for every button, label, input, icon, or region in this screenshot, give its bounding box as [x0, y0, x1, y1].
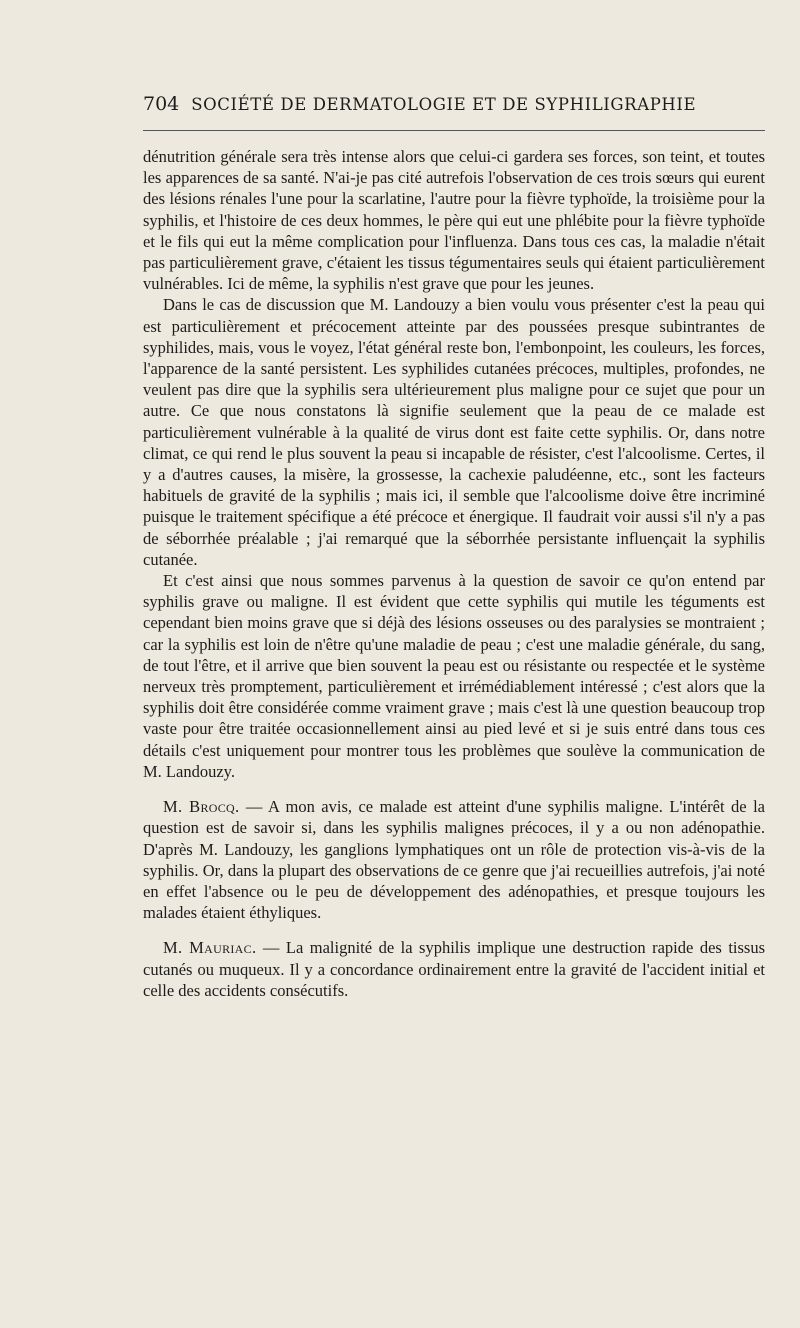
speaker-name: M. Mauriac.	[163, 938, 257, 958]
running-header	[143, 93, 765, 115]
speaker-name: M. Brocq.	[163, 797, 240, 817]
paragraph-continuation: dénutrition générale sera très intense alors que celui-ci gardera ses forces, son teint, et toutes les apparences de sa santé. N'ai-je pas cité autrefois l'observation de ces trois sœurs qui eurent des lésions rénales l'une pour la scarlatine, l'autre pour la fièvre typhoïde, la troisième pour la syphilis, et l'histoire de ces deux hommes, le père qui eut une phlébite pour la fièvre typhoïde et le fils qui eut la même complication pour l'influenza. Dans tous ces cas, la maladie n'était pas particulièrement grave, c'étaient les tissus tégumentaires seuls qui étaient particulièrement vulnérables. Ici de même, la syphilis n'est grave que pour les jeunes.	[143, 147, 765, 294]
running-title: SOCIÉTÉ DE DERMATOLOGIE ET DE SYPHILIGRAPHIE	[191, 95, 697, 114]
speaker-remarks: — La malignité de la syphilis implique une destruction rapide des tissus cutanés ou muqueux. Il y a concordance ordinairement entre la gravité de l'accident initial et celle des accidents consécutifs.	[143, 938, 765, 1000]
speaker-remarks: — A mon avis, ce malade est atteint d'une syphilis maligne. L'intérêt de la question est de savoir si, dans les syphilis malignes précoces, il y a ou non adénopathie. D'après M. Landouzy, les ganglions lymphatiques ont un rôle de protection vis-à-vis de la syphilis. Or, dans la plupart des observations de ce genre que j'ai recueillies autrefois, j'ai noté en effet l'absence ou le peu de développement des adénopathies, et presque toujours les malades étaient éthyliques.	[143, 797, 766, 923]
paragraph-landouzy-case: Dans le cas de discussion que M. Landouzy a bien voulu vous présenter c'est la peau qui est particulièrement et précocement atteinte par des poussées presque subintrantes de syphilides, mais, vous le voyez, l'état général reste bon, l'embonpoint, les couleurs, les forces, l'apparence de la santé persistent. Les syphilides cutanées précoces, multiples, profondes, ne veulent pas dire que la syphilis sera ultérieurement plus maligne pour ce sujet que pour un autre. Ce que nous constatons là signifie seulement que la peau de ce malade est particulièrement vulnérable à la qualité de virus dont est faite cette syphilis. Or, dans notre climat, ce qui rend le plus souvent la peau si incapable de résister, c'est l'alcoolisme. Certes, il y a d'autres causes, la misère, la grossesse, la cachexie paludéenne, etc., sont les facteurs habituels de gravité de la syphilis ; mais ici, il semble que l'alcoolisme doive être incriminé puisque le traitement spécifique a été précoce et énergique. Il faudrait voir aussi s'il n'y a pas de séborrhée préalable ; j'ai remarqué que la séborrhée persistante influençait la syphilis cutanée.	[143, 295, 765, 569]
page-number: 704	[143, 93, 180, 115]
paragraph-grave-syphilis: Et c'est ainsi que nous sommes parvenus à la question de savoir ce qu'on entend par syphilis grave ou maligne. Il est évident que cette syphilis qui mutile les téguments est cependant bien moins grave que si déjà des lésions osseuses ou des paralysies se montraient ; car la syphilis est loin de n'être qu'une maladie de peau ; c'est une maladie générale, du sang, de tout l'être, et il arrive que bien souvent la peau est ou résistante ou respectée et le système nerveux très promptement, particulièrement et irrémédiablement intéressé ; c'est alors que la syphilis doit être considérée comme vraiment grave ; mais c'est là une question beaucoup trop vaste pour être traitée occasionnellement ainsi au pied levé et si je suis entré dans tous ces détails c'est uniquement pour montrer tous les problèmes que soulève la communication de M. Landouzy.	[143, 571, 765, 781]
paragraph-brocq	[143, 796, 765, 923]
page-body	[143, 146, 765, 1001]
paragraph-mauriac	[143, 937, 765, 1001]
header-rule	[143, 130, 765, 131]
